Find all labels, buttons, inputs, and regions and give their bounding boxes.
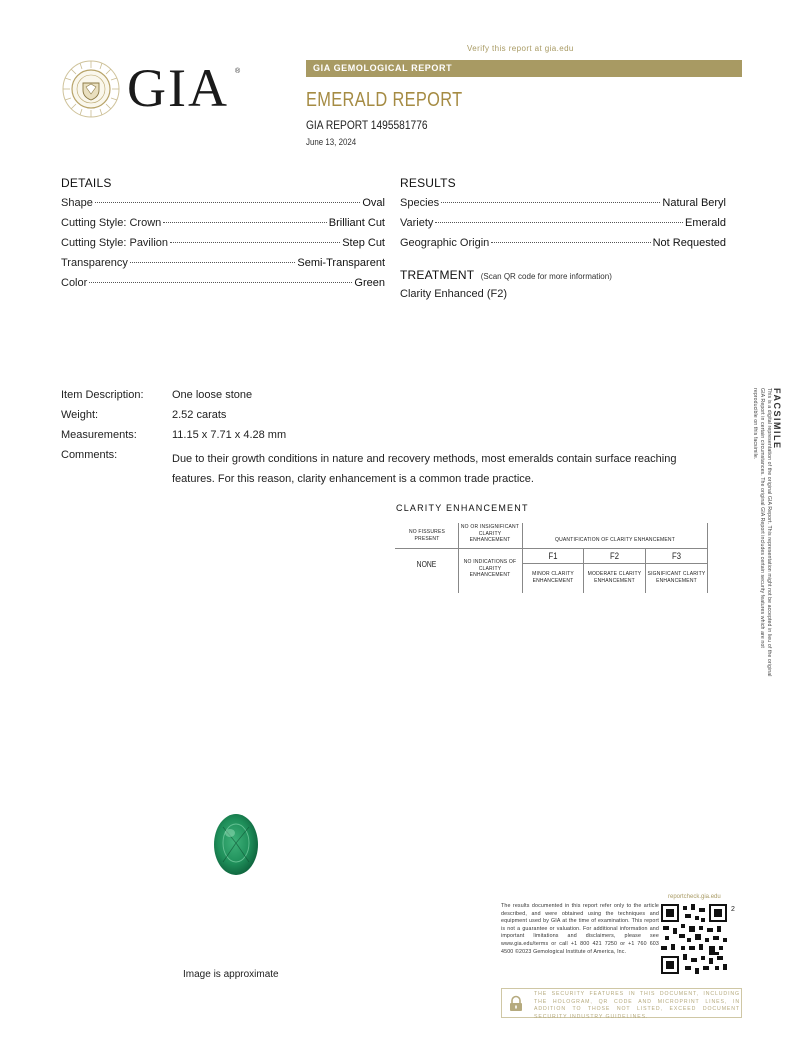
report-number: GIA REPORT 1495581776 xyxy=(306,118,428,132)
info-label-description: Item Description: xyxy=(61,389,144,401)
results-value: Not Requested xyxy=(652,237,726,249)
info-value-description: One loose stone xyxy=(172,389,253,401)
clarity-col1-value: NONE xyxy=(416,560,437,569)
details-heading: DETAILS xyxy=(61,176,112,190)
treatment-header xyxy=(400,266,612,284)
grade-code-f2: F2 xyxy=(610,551,619,561)
security-text: THE SECURITY FEATURES IN THIS DOCUMENT, INCLUDING THE HOLOGRAM, QR CODE AND MICROPRINT LINES, IN ADDITION TO THOSE NOT LISTED, EXCEED DOCUMENT SECURITY INDUSTRY GUIDELINES. xyxy=(534,991,740,1020)
details-row-color xyxy=(61,277,385,297)
clarity-title: CLARITY ENHANCEMENT xyxy=(396,503,529,513)
details-row-transparency xyxy=(61,257,385,277)
results-row-origin xyxy=(400,237,726,257)
report-title: EMERALD REPORT xyxy=(306,89,463,111)
details-label: Cutting Style: Pavilion xyxy=(61,237,168,249)
details-value: Oval xyxy=(362,197,385,209)
facsimile-note xyxy=(742,388,782,678)
facsimile-title: FACSIMILE xyxy=(772,388,782,450)
clarity-col2-value: NO INDICATIONS OF CLARITY ENHANCEMENT xyxy=(463,559,517,578)
results-row-variety xyxy=(400,217,726,237)
info-value-weight: 2.52 carats xyxy=(172,409,227,421)
results-heading: RESULTS xyxy=(400,176,456,190)
details-value: Brilliant Cut xyxy=(328,217,385,229)
qr-code-icon[interactable] xyxy=(661,904,727,974)
verify-text: Verify this report at gia.edu xyxy=(467,44,574,53)
details-label: Color xyxy=(61,277,88,289)
info-label-comments: Comments: xyxy=(61,449,118,461)
emerald-gem-icon xyxy=(213,813,259,876)
details-label: Cutting Style: Crown xyxy=(61,217,162,229)
results-value: Emerald xyxy=(685,217,726,229)
clarity-table xyxy=(395,523,708,593)
details-label: Transparency xyxy=(61,257,128,269)
results-row-species xyxy=(400,197,726,217)
results-list xyxy=(400,197,726,257)
clarity-col2-header: NO OR INSIGNIFICANT CLARITY ENHANCEMENT xyxy=(460,524,520,543)
lock-icon xyxy=(508,995,524,1012)
details-row-shape xyxy=(61,197,385,217)
footer-disclaimer: The results documented in this report refer only to the article described, and were obtained using the techniques and equipment used by GIA at the time of examination. This report is not a guarantee or valuation. For additional information and important limitations and disclaimers, please see www.gia.edu/terms or call +1 800 421 7250 or +1 760 603 4500 ©2023 Gemological Institute of America, Inc. xyxy=(501,903,659,955)
results-label: Geographic Origin xyxy=(400,237,490,249)
details-list xyxy=(61,197,385,297)
details-row-pavilion xyxy=(61,237,385,257)
treatment-heading: TREATMENT xyxy=(400,268,475,282)
grade-code-f1: F1 xyxy=(548,551,558,561)
grade-desc-f1: MINOR CLARITY ENHANCEMENT xyxy=(532,571,574,584)
results-label: Variety xyxy=(400,217,434,229)
details-value: Semi-Transparent xyxy=(297,257,385,269)
details-row-crown xyxy=(61,217,385,237)
clarity-col1-header: NO FISSURES PRESENT xyxy=(408,529,446,542)
reportcheck-link[interactable]: reportcheck.gia.edu xyxy=(668,894,721,900)
page-number: 2 xyxy=(731,906,735,913)
facsimile-text: This is a digital representation of the original GIA Report. This representation might not be accepted in lieu of the original GIA Report in certain circumstances. The original GIA Report includes certain security features which are not reproducible on this facsimile. xyxy=(752,388,772,677)
treatment-note: (Scan QR code for more information) xyxy=(480,272,612,281)
report-banner: GIA GEMOLOGICAL REPORT xyxy=(306,60,742,77)
image-caption: Image is approximate xyxy=(183,969,279,980)
report-date: June 13, 2024 xyxy=(306,137,357,147)
results-label: Species xyxy=(400,197,440,209)
grade-code-f3: F3 xyxy=(672,551,681,561)
info-value-measurements: 11.15 x 7.71 x 4.28 mm xyxy=(172,429,287,441)
clarity-quant-header: QUANTIFICATION OF CLARITY ENHANCEMENT xyxy=(555,537,675,543)
grade-desc-f3: SIGNIFICANT CLARITY ENHANCEMENT xyxy=(647,571,706,584)
info-label-weight: Weight: xyxy=(61,409,99,421)
details-value: Step Cut xyxy=(342,237,385,249)
details-value: Green xyxy=(354,277,385,289)
details-label: Shape xyxy=(61,197,93,209)
gia-seal-icon xyxy=(62,60,120,118)
grade-desc-f2: MODERATE CLARITY ENHANCEMENT xyxy=(587,571,642,584)
info-label-measurements: Measurements: xyxy=(61,429,137,441)
registered-mark: ® xyxy=(235,68,241,75)
info-value-comments: Due to their growth conditions in nature and recovery methods, most emeralds contain surface reaching features. For this reason, clarity enhancement is a common trade practice. xyxy=(172,453,677,485)
gia-logo-text: GIA xyxy=(127,58,229,118)
treatment-value: Clarity Enhanced (F2) xyxy=(400,288,507,300)
results-value: Natural Beryl xyxy=(662,197,726,209)
